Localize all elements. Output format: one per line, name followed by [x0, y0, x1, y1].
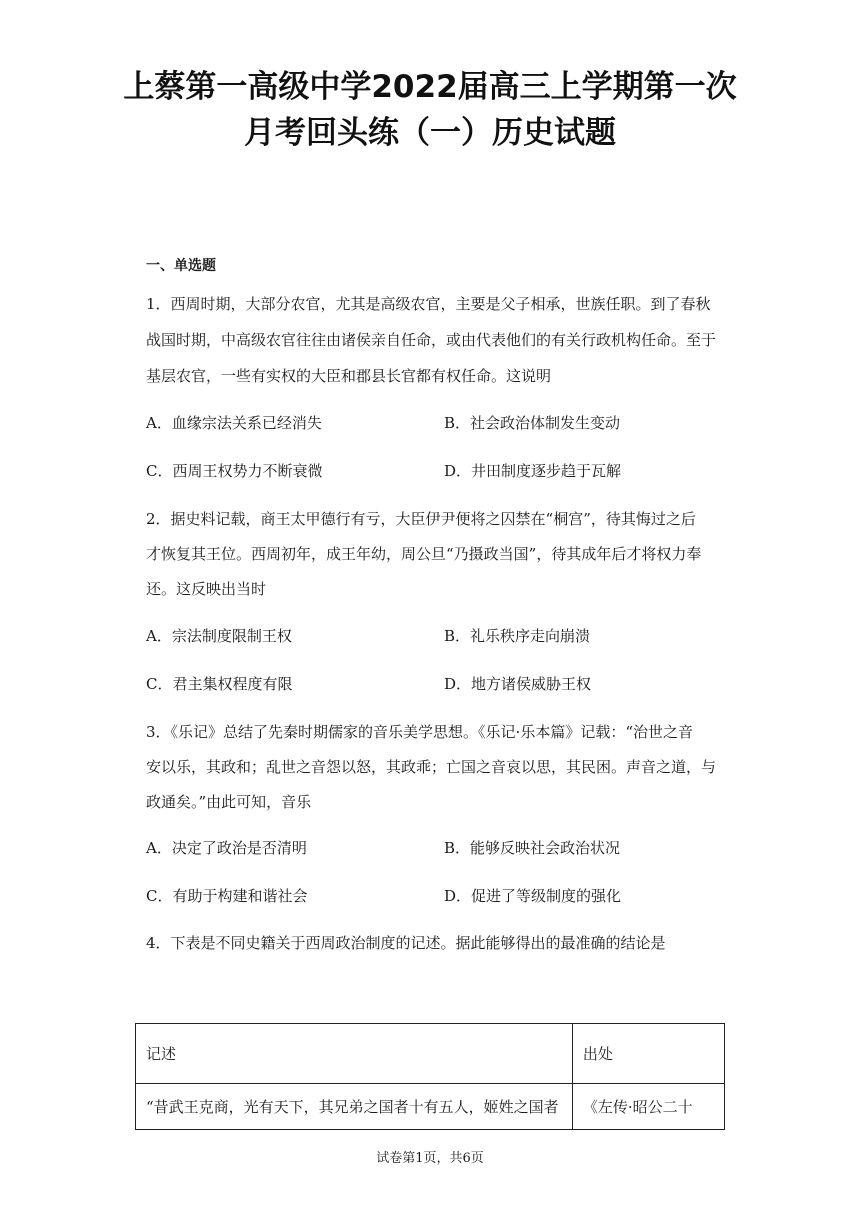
table-header-row: [136, 1024, 725, 1084]
question-1-line-3: 基层农官，一些有实权的大臣和郡县长官都有权任命。这说明: [146, 367, 552, 385]
question-3-option-d: D．促进了等级制度的强化: [444, 887, 622, 905]
question-2-option-a: A．宗法制度限制王权: [146, 627, 292, 645]
section-heading: 一、单选题: [146, 258, 216, 274]
question-3-option-a: A．决定了政治是否清明: [146, 839, 307, 857]
question-2-option-b: B．礼乐秩序走向崩溃: [444, 627, 591, 645]
exam-title-line-1: 上蔡第一高级中学2022届高三上学期第一次: [123, 69, 737, 105]
table-cell: “昔武王克商，光有天下，其兄弟之国者十有五人，姬姓之国者: [136, 1084, 573, 1130]
question-2-line-3: 还。这反映出当时: [146, 580, 267, 598]
exam-title-line-2: 月考回头练（一）历史试题: [244, 115, 616, 151]
question-3-option-c: C．有助于构建和谐社会: [146, 887, 308, 905]
question-1-option-c: C．西周王权势力不断衰微: [146, 462, 323, 480]
question-2-line-1: 2．据史料记载，商王太甲德行有亏，大臣伊尹便将之囚禁在“桐宫”，待其悔过之后: [146, 510, 696, 528]
question-1-line-2: 战国时期，中高级农官往往由诸侯亲自任命，或由代表他们的有关行政机构任命。至于: [146, 331, 717, 349]
question-1-option-b: B．社会政治体制发生变动: [444, 414, 621, 432]
question-1-line-1: 1．西周时期，大部分农官，尤其是高级农官，主要是父子相承，世族任职。到了春秋: [146, 295, 711, 313]
question-3-option-b: B．能够反映社会政治状况: [444, 839, 621, 857]
question-3-line-3: 政通矣。”由此可知，音乐: [146, 793, 312, 811]
question-4-line-1: 4．下表是不同史籍关于西周政治制度的记述。据此能够得出的最准确的结论是: [146, 934, 666, 952]
question-3-line-2: 安以乐，其政和；乱世之音怨以怒，其政乖；亡国之音哀以思，其民困。声音之道，与: [146, 758, 717, 776]
question-2-option-d: D．地方诸侯威胁王权: [444, 675, 592, 693]
question-2-line-2: 才恢复其王位。西周初年，成王年幼，周公旦“乃摄政当国”，待其成年后才将权力奉: [146, 545, 702, 563]
source-table: [135, 1023, 725, 1130]
table-header-cell: 记述: [136, 1024, 573, 1084]
question-3-line-1: 3．《乐记》总结了先秦时期儒家的音乐美学思想。《乐记·乐本篇》记载：“治世之音: [146, 723, 693, 741]
page-footer: 试卷第1页，共6页: [376, 1151, 484, 1166]
question-1-option-a: A．血缘宗法关系已经消失: [146, 414, 322, 432]
question-1-option-d: D．井田制度逐步趋于瓦解: [444, 462, 622, 480]
table-cell: 《左传·昭公二十: [572, 1084, 724, 1130]
table-header-cell: 出处: [572, 1024, 724, 1084]
question-2-option-c: C．君主集权程度有限: [146, 675, 293, 693]
table-row: [136, 1084, 725, 1130]
